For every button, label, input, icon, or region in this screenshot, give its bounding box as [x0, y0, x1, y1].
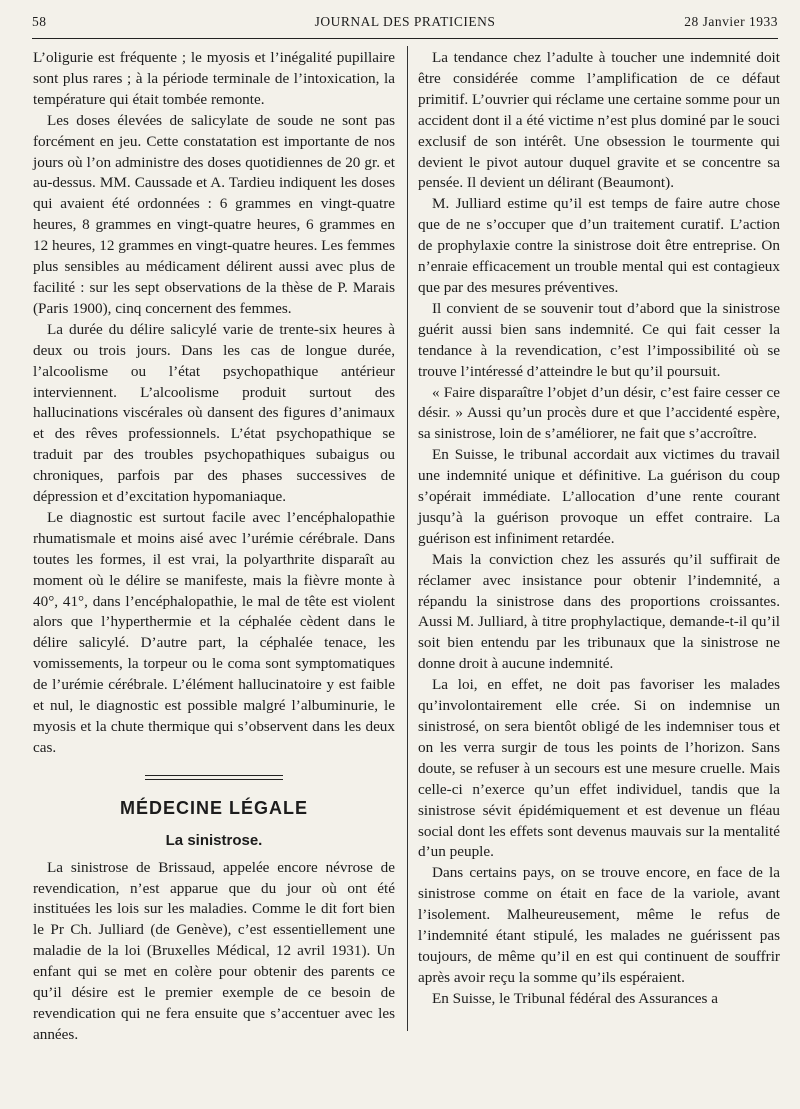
page-number: 58 [32, 14, 47, 29]
paragraph: Les doses élevées de salicylate de soude ne sont pas forcément en jeu. Cette constatation est importante de nos jours où l’on administre des doses quotidiennes de 20 gr. et au-dessus. MM. Caussade et A. Tardieu indiquent les doses qui avaient été ordonnées : 6 grammes en vingt-quatre heures, 8 grammes en vingt-quatre heures, 6 grammes en 12 heures, 12 grammes en vingt-quatre heures. Les femmes plus sensibles au médicament délirent aussi avec plus de facilité : sur les sept observations de la thèse de P. Marais (Paris 1900), cinq concernent des femmes. [33, 111, 395, 317]
section-divider [145, 775, 283, 780]
right-column [418, 48, 780, 1010]
section-title: MÉDECINE LÉGALE [119, 797, 308, 818]
paragraph: Mais la conviction chez les assurés qu’il suffirait de réclamer avec insistance pour obtenir l’indemnité, a répandu la sinistrose dans des proportions croissantes. Aussi M. Julliard, à titre prophylactique, demande-t-il qu’il soit bien entendu par les tribunaux que la sinistrose ne donne droit à aucune indemnité. [418, 550, 780, 673]
paragraph: En Suisse, le Tribunal fédéral des Assurances a [432, 989, 718, 1007]
page-header [32, 14, 778, 36]
paragraph: La durée du délire salicylé varie de trente-six heures à deux ou trois jours. Dans les cas de longue durée, l’alcoolisme ou l’état psychopathique antérieur interviennent. L’alcoolisme produit surtout des hallucinations viscérales où dansent des figures d’animaux et des rêves professionnels. L’état psychopathique se traduit par des troubles psychopathiques subaigus ou chroniques, parfois par des phases successives de dépression et d’excitation hypomaniaque. [33, 320, 395, 506]
header-rule [32, 38, 778, 39]
paragraph: Il convient de se souvenir tout d’abord que la sinistrose guérit aussi bien sans indemnité. Ce qui fait cesser la tendance à la revendication, c’est l’impossibilité où se trouve l’intéressé d’atteindre le but qu’il poursuit. [418, 299, 780, 380]
journal-title: JOURNAL DES PRATICIENS [314, 14, 496, 29]
paragraph: L’oligurie est fréquente ; le myosis et l’inégalité pupillaire sont plus rares ; à la période terminale de l’intoxication, la température qui était tombée remonte. [33, 49, 395, 108]
issue-date: 28 Janvier 1933 [684, 14, 778, 29]
paragraph: Le diagnostic est surtout facile avec l’encéphalopathie rhumatismale et moins aisé avec l’urémie cérébrale. Dans toutes les formes, il est vrai, la polyarthrite disparaît au moment où le délire se manifeste, mais la fièvre monte à 40°, 41°, dans l’encéphalopathie, le mal de tête est violent alors que l’hyperthermie et la céphalée cèdent dans le délire salicylé. D’autre part, la céphalée tenace, les vomissements, la torpeur ou le coma sont symptomatiques de l’urémie cérébrale. L’élément hallucinatoire y est faible et nul, le diagnostic est possible malgré l’albuminurie, le myosis et la chute thermique qui s’observent dans les deux cas. [33, 508, 395, 756]
paragraph: La tendance chez l’adulte à toucher une indemnité doit être considérée comme l’amplification de ce défaut primitif. L’ouvrier qui réclame une certaine somme pour un accident dont il a été victime n’est plus dominé par le souci exclusif de son intérêt. Une obsession le tourmente qui devient le pivot autour duquel gravite et se concentre sa pensée. Il devient un délirant (Beaumont). [418, 49, 780, 192]
column-divider [407, 46, 408, 1031]
paragraph: En Suisse, le tribunal accordait aux victimes du travail une indemnité unique et définitive. La guérison du coup s’opérait immédiate. L’allocation d’une rente courant jusqu’à la guérison provoque un effet contraire. La guérison est infiniment retardée. [418, 446, 780, 547]
paragraph: « Faire disparaître l’objet d’un désir, c’est faire cesser ce désir. » Aussi qu’un procès dure et que l’accidenté espère, sa sinistrose, loin de s’améliorer, ne fait que s’accroître. [418, 383, 780, 443]
paragraph: La loi, en effet, ne doit pas favoriser les malades qu’involontairement elle crée. Si on indemnise un sinistrosé, on sera bientôt obligé de les indemniser tous et on les verra surgir de tous les points de l’horizon. Sans doute, se refuser à un secours est une mesure cruelle. Mais celle-ci n’exerce qu’un effet individuel, tandis que la sinistrose sévit épidémiquement et est devenue un fléau social dont les effets sont devenus mauvais sur la mentalité d’un peuple. [418, 676, 780, 861]
paragraph: M. Julliard estime qu’il est temps de faire autre chose que de ne s’occuper que d’un traitement curatif. L’action de prophylaxie contre la sinistrose doit être entreprise. On n’enraie efficacement un trouble mental qui est contagieux que par des mesures préventives. [418, 195, 780, 296]
paragraph: La sinistrose de Brissaud, appelée encore névrose de revendication, n’est apparue que du jour où ont été instituées les lois sur les maladies. Comme le dit fort bien le Pr Ch. Julliard (de Genève), c’est essentiellement une maladie de la loi (Bruxelles Médical, 12 avril 1931). Un enfant qui se met en colère pour obtenir des parents ce qu’il désire est le premier exemple de ce besoin de revendication qui ne fera ensuite que s’accentuer avec les années. [33, 858, 395, 1043]
left-column [33, 48, 395, 1046]
subsection-title: La sinistrose. [165, 831, 263, 849]
paragraph: Dans certains pays, on se trouve encore, en face de la sinistrose comme on était en face de la variole, avant l’isolement. Malheureusement, même le refus de l’indemnité étant stipulé, les malades ne guérissent pas toujours, de même qu’il en est qui continuent de souffrir après avoir reçu la somme qu’ils espéraient. [418, 864, 780, 986]
